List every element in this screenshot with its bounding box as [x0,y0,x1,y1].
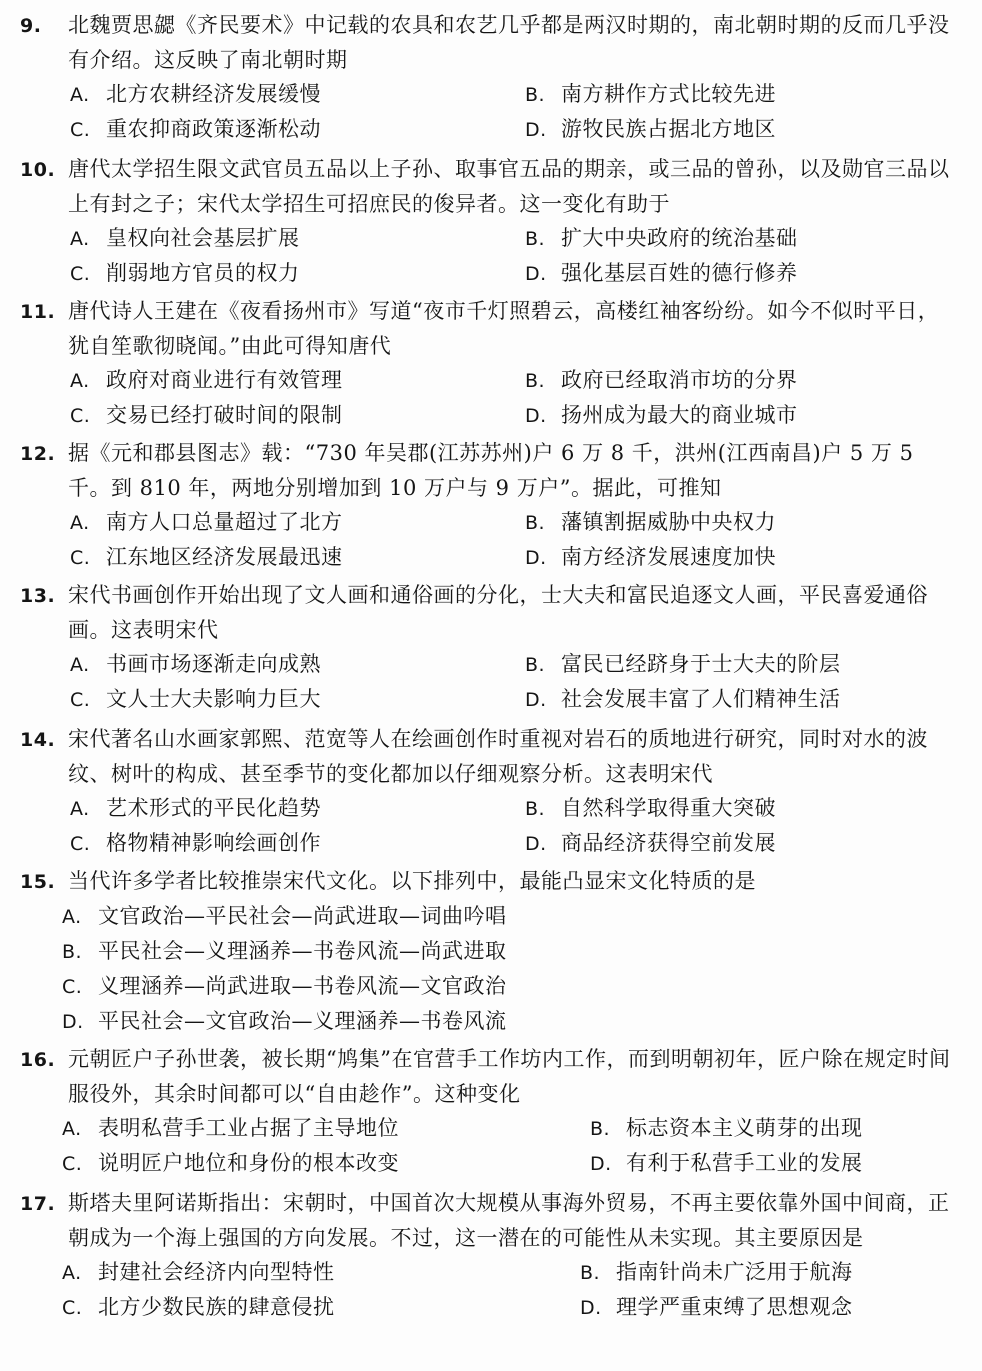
option-b[interactable]: B. 平民社会—义理涵养—书卷风流—尚武进取 [62,939,507,963]
options [20,1255,955,1325]
option-c[interactable]: C. 交易已经打破时间的限制 [70,403,343,427]
option-a[interactable]: A. 皇权向社会基层扩展 [70,226,300,250]
question-text: 唐代太学招生限文武官员五品以上子孙、取事官五品的期亲，或三品的曾孙，以及勋官三品以上有封之子；宋代太学招生可招庶民的俊异者。这一变化有助于 [68,157,950,216]
question-text: 北魏贾思勰《齐民要术》中记载的农具和农艺几乎都是两汉时期的，南北朝时期的反而几乎没有介绍。这反映了南北朝时期 [68,13,950,72]
option-d[interactable]: D. 强化基层百姓的德行修养 [525,261,798,285]
option-b[interactable]: B. 标志资本主义萌芽的出现 [590,1116,863,1140]
question-number: 10. [20,159,56,181]
option-d[interactable]: D. 扬州成为最大的商业城市 [525,403,798,427]
question-10 [20,152,955,291]
question-text: 据《元和郡县图志》载：“730 年吴郡(江苏苏州)户 6 万 8 千，洪州(江西南昌)户 5 万 5 千。到 810 年，两地分别增加到 10 万户与 9 万户”。据此，可推知 [68,441,914,500]
options [20,1111,955,1181]
option-a[interactable]: A. 表明私营手工业占据了主导地位 [62,1116,399,1140]
question-stem [20,294,955,363]
option-a[interactable]: A. 南方人口总量超过了北方 [70,510,343,534]
question-stem [20,578,955,647]
question-stem [20,864,955,899]
option-b[interactable]: B. 南方耕作方式比较先进 [525,82,776,106]
option-d[interactable]: D. 平民社会—文官政治—义理涵养—书卷风流 [62,1009,507,1033]
question-15 [20,864,955,1039]
question-17 [20,1186,955,1325]
option-c[interactable]: C. 格物精神影响绘画创作 [70,831,321,855]
option-b[interactable]: B. 指南针尚未广泛用于航海 [580,1260,853,1284]
question-number: 11. [20,301,56,323]
options [20,505,955,575]
question-9 [20,8,955,147]
option-b[interactable]: B. 自然科学取得重大突破 [525,796,776,820]
question-number: 16. [20,1049,56,1071]
options [20,647,955,717]
question-number: 9. [20,15,42,37]
question-number: 12. [20,443,56,465]
option-a[interactable]: A. 文官政治—平民社会—尚武进取—词曲吟唱 [62,904,507,928]
options [20,791,955,861]
option-a[interactable]: A. 北方农耕经济发展缓慢 [70,82,321,106]
question-stem [20,722,955,791]
option-d[interactable]: D. 游牧民族占据北方地区 [525,117,776,141]
question-text: 斯塔夫里阿诺斯指出：宋朝时，中国首次大规模从事海外贸易，不再主要依靠外国中间商，正朝成为一个海上强国的方向发展。不过，这一潜在的可能性从未实现。其主要原因是 [68,1191,950,1250]
option-d[interactable]: D. 商品经济获得空前发展 [525,831,776,855]
question-stem [20,152,955,221]
option-d[interactable]: D. 南方经济发展速度加快 [525,545,776,569]
question-stem [20,8,955,77]
option-d[interactable]: D. 理学严重束缚了思想观念 [580,1295,853,1319]
options [20,899,955,1039]
question-16 [20,1042,955,1181]
option-a[interactable]: A. 封建社会经济内向型特性 [62,1260,335,1284]
question-stem [20,436,955,505]
option-a[interactable]: A. 政府对商业进行有效管理 [70,368,343,392]
option-d[interactable]: D. 社会发展丰富了人们精神生活 [525,687,841,711]
question-12 [20,436,955,575]
option-c[interactable]: C. 削弱地方官员的权力 [70,261,300,285]
option-b[interactable]: B. 扩大中央政府的统治基础 [525,226,798,250]
question-stem [20,1186,955,1255]
question-stem [20,1042,955,1111]
question-14 [20,722,955,861]
question-text: 宋代著名山水画家郭熙、范宽等人在绘画创作时重视对岩石的质地进行研究，同时对水的波纹、树叶的构成、甚至季节的变化都加以仔细观察分析。这表明宋代 [68,727,928,786]
option-b[interactable]: B. 藩镇割据威胁中央权力 [525,510,776,534]
option-c[interactable]: C. 重农抑商政策逐渐松动 [70,117,321,141]
option-a[interactable]: A. 艺术形式的平民化趋势 [70,796,321,820]
options [20,77,955,147]
question-text: 元朝匠户子孙世袭，被长期“鸠集”在官营手工作坊内工作，而到明朝初年，匠户除在规定时间服役外，其余时间都可以“自由趁作”。这种变化 [68,1047,951,1106]
question-number: 14. [20,729,56,751]
option-b[interactable]: B. 富民已经跻身于士大夫的阶层 [525,652,841,676]
question-text: 当代许多学者比较推崇宋代文化。以下排列中，最能凸显宋文化特质的是 [68,869,756,893]
option-a[interactable]: A. 书画市场逐渐走向成熟 [70,652,321,676]
question-number: 17. [20,1193,56,1215]
question-number: 13. [20,585,56,607]
option-c[interactable]: C. 义理涵养—尚武进取—书卷风流—文官政治 [62,974,507,998]
question-13 [20,578,955,717]
option-c[interactable]: C. 说明匠户地位和身份的根本改变 [62,1151,399,1175]
question-text: 宋代书画创作开始出现了文人画和通俗画的分化，士大夫和富民追逐文人画，平民喜爱通俗画。这表明宋代 [68,583,928,642]
question-text: 唐代诗人王建在《夜看扬州市》写道“夜市千灯照碧云，高楼红袖客纷纷。如今不似时平日，犹自笙歌彻晓闻。”由此可得知唐代 [68,299,940,358]
options [20,363,955,433]
question-11 [20,294,955,433]
option-c[interactable]: C. 文人士大夫影响力巨大 [70,687,321,711]
option-b[interactable]: B. 政府已经取消市坊的分界 [525,368,798,392]
option-c[interactable]: C. 北方少数民族的肆意侵扰 [62,1295,335,1319]
question-number: 15. [20,871,56,893]
option-c[interactable]: C. 江东地区经济发展最迅速 [70,545,343,569]
option-d[interactable]: D. 有利于私营手工业的发展 [590,1151,863,1175]
options [20,221,955,291]
